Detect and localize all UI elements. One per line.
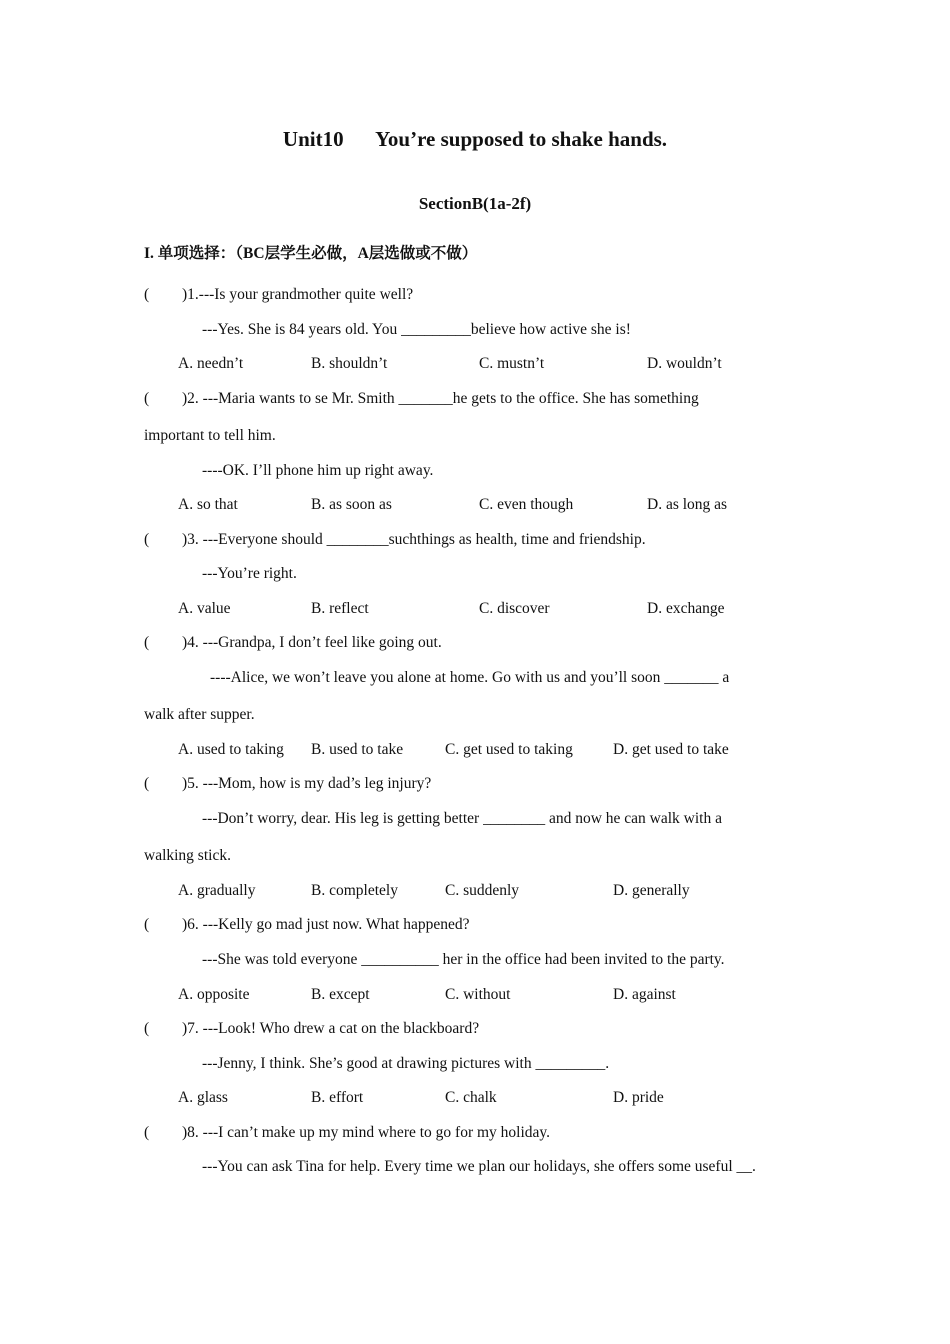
question-3: ( )3. ---Everyone should ________suchthings as health, time and friendship. bbox=[144, 531, 646, 548]
answer-blank-8[interactable]: ( bbox=[144, 1124, 150, 1141]
option: B. used to take bbox=[311, 741, 404, 758]
option: A. value bbox=[178, 600, 231, 617]
section-heading: I. 单项选择：（BC层学生必做，A层选做或不做） bbox=[144, 245, 478, 262]
question-4-continuation: walk after supper. bbox=[144, 706, 255, 723]
option: B. completely bbox=[311, 882, 398, 899]
question-5: ( )5. ---Mom, how is my dad’s leg injury? bbox=[144, 775, 432, 792]
answer-blank-5[interactable]: ( bbox=[144, 775, 150, 792]
option: D. pride bbox=[613, 1089, 664, 1106]
option: A. glass bbox=[178, 1089, 228, 1106]
option: C. without bbox=[445, 986, 511, 1003]
answer-blank-7[interactable]: ( bbox=[144, 1020, 150, 1037]
question-3-response: ---You’re right. bbox=[202, 565, 297, 582]
question-2-continuation: important to tell him. bbox=[144, 427, 276, 444]
answer-blank-2[interactable]: ( bbox=[144, 390, 150, 407]
option: C. chalk bbox=[445, 1089, 497, 1106]
question-4: ( )4. ---Grandpa, I don’t feel like going out. bbox=[144, 634, 442, 651]
question-8: ( )8. ---I can’t make up my mind where to go for my holiday. bbox=[144, 1124, 551, 1141]
option: B. except bbox=[311, 986, 370, 1003]
option: D. wouldn’t bbox=[647, 355, 722, 372]
option: A. needn’t bbox=[178, 355, 244, 372]
question-8-response: ---You can ask Tina for help. Every time we plan our holidays, she offers some useful __. bbox=[202, 1158, 756, 1175]
question-4-response: ----Alice, we won’t leave you alone at home. Go with us and you’ll soon _______ a bbox=[210, 669, 730, 686]
question-2: ( )2. ---Maria wants to se Mr. Smith _______he gets to the office. She has something bbox=[144, 390, 699, 407]
answer-blank-4[interactable]: ( bbox=[144, 634, 150, 651]
option: D. generally bbox=[613, 882, 690, 899]
question-1: ( )1.---Is your grandmother quite well? bbox=[144, 286, 414, 303]
option: A. gradually bbox=[178, 882, 256, 899]
option: D. against bbox=[613, 986, 676, 1003]
option: C. mustn’t bbox=[479, 355, 545, 372]
option: B. as soon as bbox=[311, 496, 392, 513]
question-5-response: ---Don’t worry, dear. His leg is getting better ________ and now he can walk with a bbox=[202, 810, 722, 827]
option: A. opposite bbox=[178, 986, 250, 1003]
option: B. effort bbox=[311, 1089, 364, 1106]
question-6: ( )6. ---Kelly go mad just now. What happened? bbox=[144, 916, 470, 933]
question-5-continuation: walking stick. bbox=[144, 847, 231, 864]
question-1-response: ---Yes. She is 84 years old. You _________believe how active she is! bbox=[202, 321, 631, 338]
option: B. shouldn’t bbox=[311, 355, 388, 372]
option: D. as long as bbox=[647, 496, 728, 513]
option: D. get used to take bbox=[613, 741, 729, 758]
question-7: ( )7. ---Look! Who drew a cat on the blackboard? bbox=[144, 1020, 480, 1037]
answer-blank-6[interactable]: ( bbox=[144, 916, 150, 933]
answer-blank-1[interactable]: ( bbox=[144, 286, 150, 303]
page-subtitle: SectionB(1a-2f) bbox=[418, 194, 532, 213]
option: B. reflect bbox=[311, 600, 369, 617]
page-title: Unit10 You’re supposed to shake hands. bbox=[282, 127, 668, 151]
question-7-response: ---Jenny, I think. She’s good at drawing pictures with _________. bbox=[202, 1055, 610, 1072]
option: C. discover bbox=[479, 600, 550, 617]
answer-blank-3[interactable]: ( bbox=[144, 531, 150, 548]
option: D. exchange bbox=[647, 600, 725, 617]
option: C. even though bbox=[479, 496, 574, 513]
option: C. get used to taking bbox=[445, 741, 573, 758]
question-2-response: ----OK. I’ll phone him up right away. bbox=[202, 462, 434, 479]
question-6-response: ---She was told everyone __________ her in the office had been invited to the party. bbox=[202, 951, 725, 968]
option: A. used to taking bbox=[178, 741, 284, 758]
option: A. so that bbox=[178, 496, 238, 513]
option: C. suddenly bbox=[445, 882, 520, 899]
